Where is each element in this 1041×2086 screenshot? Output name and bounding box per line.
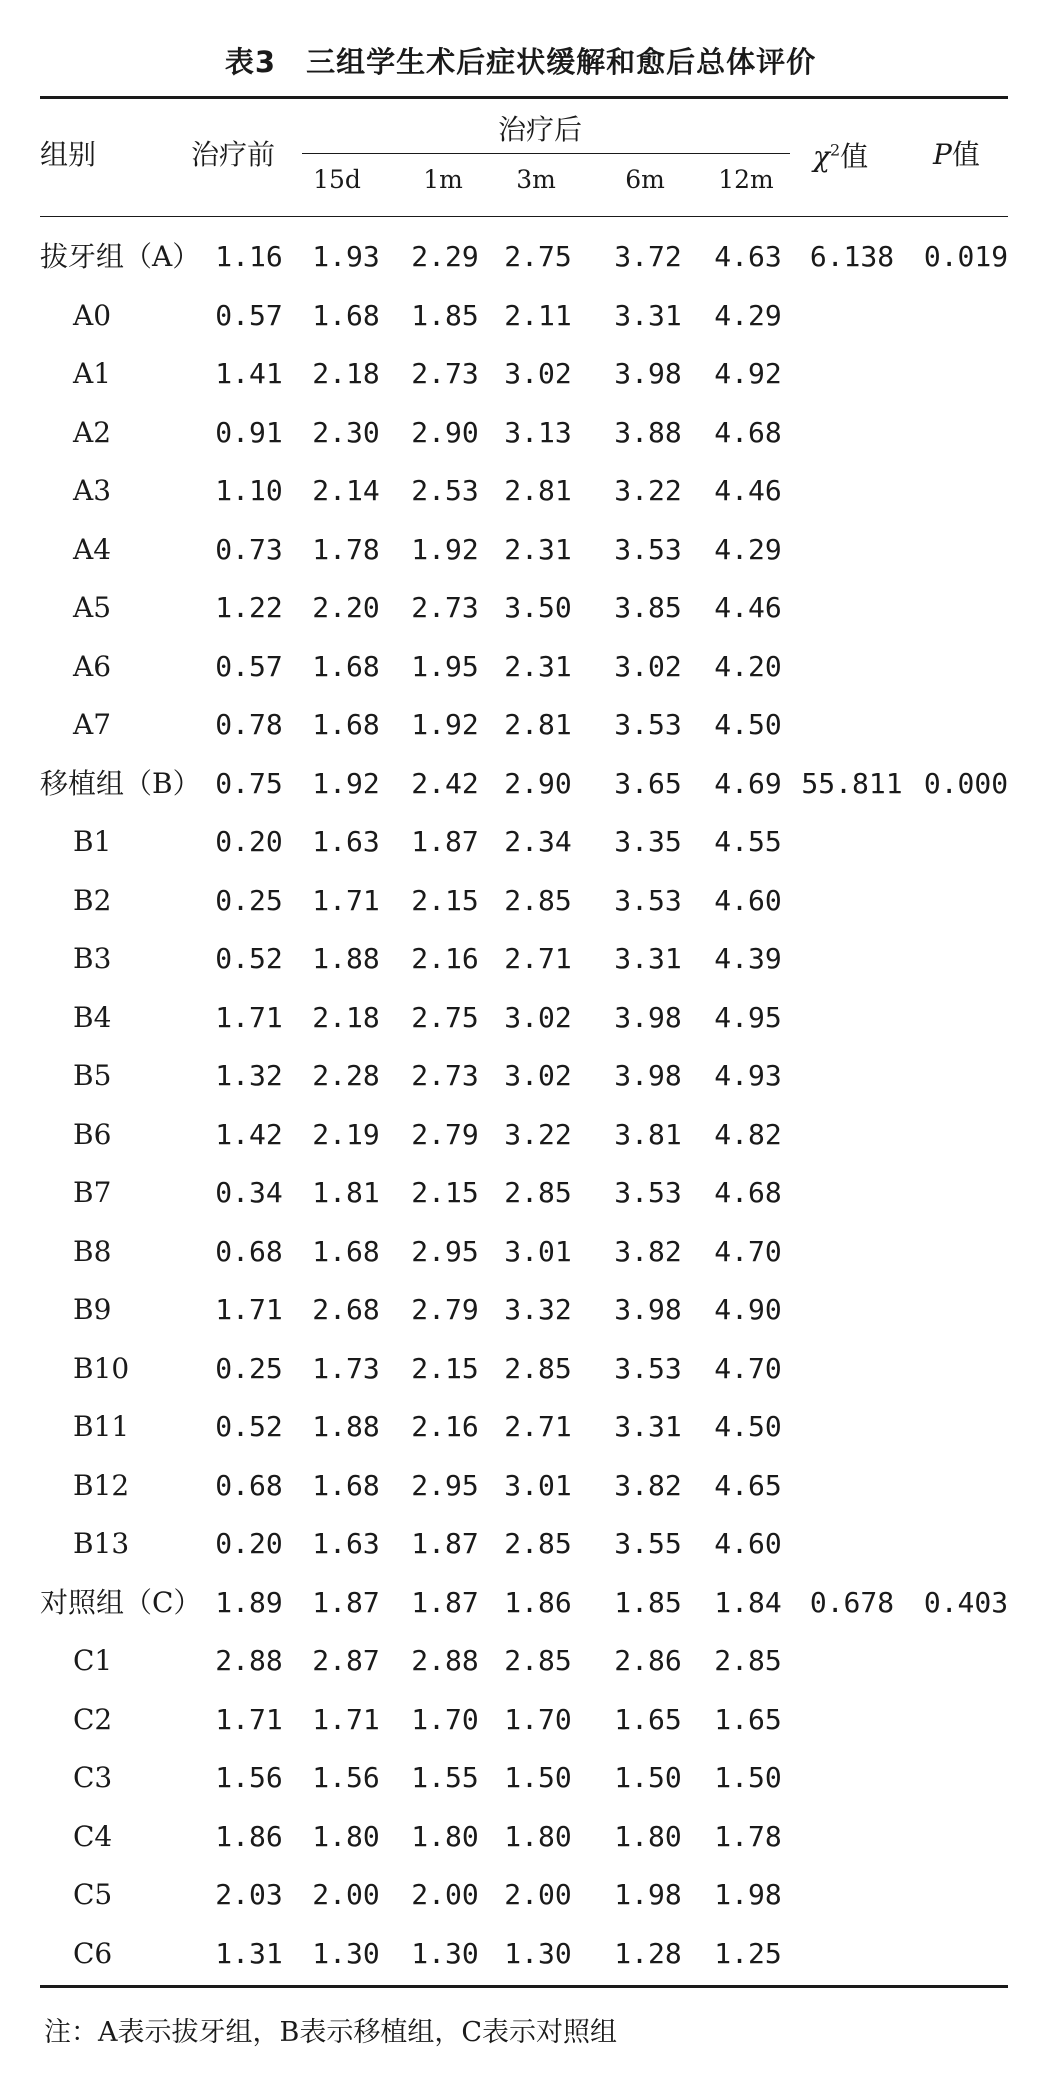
cell-chi-square: 55.811: [801, 766, 903, 800]
cell-after-12m: 1.65: [714, 1702, 782, 1736]
cell-before: 0.73: [215, 532, 283, 566]
header-sub-6m: 6m: [625, 165, 665, 194]
table-row: [0, 1340, 1041, 1399]
cell-before: 0.52: [215, 942, 283, 975]
cell-after-1m: 2.15: [411, 883, 479, 917]
cell-after-3m: 2.85: [504, 1176, 572, 1209]
cell-after-12m: 4.39: [714, 942, 782, 975]
row-label: 对照组（C）: [40, 1585, 202, 1619]
cell-after-15d: 2.87: [312, 1644, 380, 1677]
cell-after-3m: 3.50: [504, 591, 572, 624]
cell-after-15d: 1.71: [312, 1702, 380, 1736]
cell-before: 1.31: [215, 1936, 283, 1970]
row-label: A6: [73, 649, 112, 683]
table-row: [0, 1808, 1041, 1867]
cell-after-3m: 2.31: [504, 649, 572, 683]
row-label: B11: [73, 1410, 130, 1443]
header-sub-15d: 15d: [313, 165, 361, 194]
cell-after-6m: 3.98: [614, 357, 682, 390]
cell-after-12m: 4.60: [714, 1527, 782, 1560]
cell-after-15d: 1.81: [312, 1176, 380, 1209]
cell-after-12m: 4.95: [714, 1000, 782, 1034]
cell-after-12m: 4.46: [714, 591, 782, 624]
cell-after-1m: 2.75: [411, 1000, 479, 1034]
cell-after-12m: 4.20: [714, 649, 782, 683]
cell-after-6m: 3.53: [614, 532, 682, 566]
cell-after-12m: 4.70: [714, 1234, 782, 1268]
cell-after-3m: 3.32: [504, 1293, 572, 1326]
table-row: [0, 872, 1041, 931]
cell-after-3m: 1.30: [504, 1936, 572, 1970]
cell-p-value: 0.000: [923, 766, 1009, 800]
row-label: 移植组（B）: [40, 766, 201, 800]
cell-after-1m: 1.30: [411, 1936, 479, 1970]
row-label: C6: [73, 1936, 113, 1970]
cell-after-6m: 3.82: [614, 1468, 682, 1502]
cell-after-3m: 3.02: [504, 1000, 572, 1034]
row-label: B4: [73, 1000, 112, 1034]
cell-after-6m: 3.53: [614, 1176, 682, 1209]
header-sub-1m: 1m: [423, 165, 463, 194]
cell-after-3m: 3.01: [504, 1468, 572, 1502]
cell-after-6m: 3.98: [614, 1000, 682, 1034]
cell-after-6m: 3.53: [614, 1351, 682, 1385]
cell-after-1m: 2.95: [411, 1468, 479, 1502]
header-p-symbol: P: [933, 138, 952, 171]
row-label: A1: [73, 357, 112, 390]
cell-before: 0.75: [215, 766, 283, 800]
cell-p-value: 0.403: [923, 1585, 1009, 1619]
row-label: B5: [73, 1059, 112, 1092]
cell-after-12m: 4.63: [714, 240, 782, 273]
row-label: A5: [73, 591, 112, 624]
cell-after-6m: 1.50: [614, 1761, 682, 1794]
cell-after-15d: 1.78: [312, 532, 380, 566]
cell-after-12m: 4.93: [714, 1059, 782, 1092]
cell-after-15d: 2.28: [312, 1059, 380, 1092]
row-label: 拔牙组（A）: [40, 240, 201, 273]
cell-after-3m: 2.90: [504, 766, 572, 800]
cell-after-1m: 2.73: [411, 1059, 479, 1092]
cell-after-15d: 1.68: [312, 1234, 380, 1268]
row-label: B2: [73, 883, 112, 917]
header-p-suffix: 值: [951, 138, 980, 171]
table-row: [0, 345, 1041, 404]
row-label: B8: [73, 1234, 112, 1268]
table-row: [0, 287, 1041, 346]
cell-after-1m: 2.79: [411, 1117, 479, 1151]
cell-after-3m: 1.50: [504, 1761, 572, 1794]
cell-before: 0.25: [215, 1351, 283, 1385]
cell-after-1m: 1.92: [411, 708, 479, 741]
row-label: C1: [73, 1644, 113, 1677]
cell-before: 2.03: [215, 1878, 283, 1911]
cell-after-6m: 3.22: [614, 474, 682, 507]
cell-after-12m: 4.92: [714, 357, 782, 390]
cell-before: 0.25: [215, 883, 283, 917]
cell-before: 1.56: [215, 1761, 283, 1794]
cell-after-12m: 4.65: [714, 1468, 782, 1502]
cell-before: 0.78: [215, 708, 283, 741]
table-row: [0, 930, 1041, 989]
table-row: [0, 521, 1041, 580]
cell-after-1m: 2.90: [411, 415, 479, 449]
cell-after-12m: 4.46: [714, 474, 782, 507]
cell-after-3m: 2.00: [504, 1878, 572, 1911]
cell-before: 1.89: [215, 1585, 283, 1619]
cell-after-3m: 2.85: [504, 1644, 572, 1677]
table-row: [0, 1281, 1041, 1340]
cell-before: 1.71: [215, 1293, 283, 1326]
table-row: [0, 1164, 1041, 1223]
cell-after-1m: 2.29: [411, 240, 479, 273]
table-row: [0, 1866, 1041, 1925]
cell-before: 0.57: [215, 649, 283, 683]
cell-after-15d: 2.18: [312, 357, 380, 390]
table-row: [0, 813, 1041, 872]
cell-after-6m: 3.98: [614, 1059, 682, 1092]
cell-after-15d: 1.56: [312, 1761, 380, 1794]
row-label: A7: [73, 708, 112, 741]
cell-after-3m: 2.31: [504, 532, 572, 566]
cell-after-12m: 4.60: [714, 883, 782, 917]
cell-after-12m: 1.78: [714, 1819, 782, 1853]
row-label: B12: [73, 1468, 130, 1502]
cell-after-6m: 2.86: [614, 1644, 682, 1677]
cell-after-12m: 4.68: [714, 1176, 782, 1209]
cell-after-15d: 2.00: [312, 1878, 380, 1911]
cell-after-1m: 2.42: [411, 766, 479, 800]
cell-after-12m: 2.85: [714, 1644, 782, 1677]
cell-after-6m: 3.65: [614, 766, 682, 800]
table-row: [0, 462, 1041, 521]
cell-before: 1.41: [215, 357, 283, 390]
top-rule: [40, 96, 1008, 99]
row-label: A2: [73, 415, 112, 449]
cell-after-15d: 1.71: [312, 883, 380, 917]
cell-before: 0.68: [215, 1468, 283, 1502]
cell-after-1m: 1.85: [411, 298, 479, 332]
cell-after-12m: 4.82: [714, 1117, 782, 1151]
header-chi-sup: 2: [829, 140, 841, 160]
table-row: [0, 638, 1041, 697]
cell-after-12m: 4.29: [714, 532, 782, 566]
cell-after-3m: 2.85: [504, 1527, 572, 1560]
cell-after-15d: 2.19: [312, 1117, 380, 1151]
cell-after-15d: 2.30: [312, 415, 380, 449]
table-row: [0, 1457, 1041, 1516]
header-chi-suffix: 值: [840, 140, 869, 173]
cell-after-3m: 3.22: [504, 1117, 572, 1151]
cell-after-15d: 1.93: [312, 240, 380, 273]
cell-after-12m: 4.70: [714, 1351, 782, 1385]
cell-after-1m: 1.80: [411, 1819, 479, 1853]
row-label: B6: [73, 1117, 112, 1151]
cell-after-15d: 1.68: [312, 708, 380, 741]
table-row: [0, 1515, 1041, 1574]
cell-after-6m: 3.98: [614, 1293, 682, 1326]
cell-before: 0.91: [215, 415, 283, 449]
table-row: [0, 1691, 1041, 1750]
cell-after-15d: 1.63: [312, 825, 380, 858]
cell-after-15d: 2.18: [312, 1000, 380, 1034]
cell-p-value: 0.019: [923, 240, 1009, 273]
cell-after-3m: 2.81: [504, 708, 572, 741]
cell-after-15d: 1.68: [312, 1468, 380, 1502]
cell-after-6m: 3.53: [614, 883, 682, 917]
cell-after-1m: 2.73: [411, 357, 479, 390]
cell-before: 1.16: [215, 240, 283, 273]
cell-after-12m: 1.50: [714, 1761, 782, 1794]
cell-after-15d: 2.14: [312, 474, 380, 507]
cell-after-12m: 4.55: [714, 825, 782, 858]
cell-after-3m: 1.86: [504, 1585, 572, 1619]
cell-after-3m: 2.85: [504, 1351, 572, 1385]
cell-after-15d: 1.87: [312, 1585, 380, 1619]
header-after: 治疗后: [498, 113, 583, 146]
cell-after-1m: 2.88: [411, 1644, 479, 1677]
cell-after-6m: 1.85: [614, 1585, 682, 1619]
header-p: [933, 133, 980, 173]
cell-after-15d: 1.92: [312, 766, 380, 800]
cell-after-6m: 3.35: [614, 825, 682, 858]
cell-after-15d: 1.88: [312, 1410, 380, 1443]
cell-after-12m: 4.50: [714, 1410, 782, 1443]
header-before: 治疗前: [191, 138, 276, 171]
cell-after-1m: 2.15: [411, 1351, 479, 1385]
cell-after-1m: 2.16: [411, 1410, 479, 1443]
cell-before: 1.32: [215, 1059, 283, 1092]
cell-after-3m: 2.71: [504, 1410, 572, 1443]
cell-after-1m: 2.95: [411, 1234, 479, 1268]
cell-after-6m: 3.02: [614, 649, 682, 683]
row-label: C4: [73, 1819, 113, 1853]
cell-after-1m: 2.16: [411, 942, 479, 975]
cell-after-3m: 2.34: [504, 825, 572, 858]
header-group: 组别: [40, 138, 97, 171]
cell-before: 0.20: [215, 825, 283, 858]
cell-after-15d: 1.73: [312, 1351, 380, 1385]
row-label: C3: [73, 1761, 113, 1794]
cell-after-15d: 1.63: [312, 1527, 380, 1560]
cell-after-12m: 1.98: [714, 1878, 782, 1911]
cell-after-3m: 1.80: [504, 1819, 572, 1853]
cell-after-1m: 2.73: [411, 591, 479, 624]
cell-after-12m: 1.25: [714, 1936, 782, 1970]
header-chi-symbol: χ: [813, 140, 830, 173]
cell-after-15d: 1.30: [312, 1936, 380, 1970]
cell-after-3m: 3.13: [504, 415, 572, 449]
cell-after-6m: 3.31: [614, 298, 682, 332]
table-row: [0, 696, 1041, 755]
cell-before: 2.88: [215, 1644, 283, 1677]
table-title: 表3 三组学生术后症状缓解和愈后总体评价: [224, 45, 817, 79]
cell-after-6m: 3.82: [614, 1234, 682, 1268]
cell-after-1m: 2.79: [411, 1293, 479, 1326]
cell-after-3m: 3.01: [504, 1234, 572, 1268]
cell-after-6m: 1.65: [614, 1702, 682, 1736]
table-group-row: [0, 228, 1041, 287]
cell-after-12m: 4.69: [714, 766, 782, 800]
table-row: [0, 1632, 1041, 1691]
cell-before: 0.34: [215, 1176, 283, 1209]
cell-after-3m: 1.70: [504, 1702, 572, 1736]
row-label: B9: [73, 1293, 112, 1326]
cell-after-6m: 1.80: [614, 1819, 682, 1853]
cell-after-3m: 2.75: [504, 240, 572, 273]
row-label: C5: [73, 1878, 113, 1911]
cell-after-1m: 1.95: [411, 649, 479, 683]
cell-after-3m: 3.02: [504, 357, 572, 390]
cell-before: 1.71: [215, 1000, 283, 1034]
cell-after-6m: 3.31: [614, 1410, 682, 1443]
cell-after-1m: 1.87: [411, 1585, 479, 1619]
cell-after-6m: 1.98: [614, 1878, 682, 1911]
table-row: [0, 1223, 1041, 1282]
cell-before: 0.57: [215, 298, 283, 332]
row-label: B7: [73, 1176, 112, 1209]
footnote: 注：A表示拔牙组，B表示移植组，C表示对照组: [44, 2017, 617, 2048]
row-label: C2: [73, 1702, 113, 1736]
cell-after-3m: 2.11: [504, 298, 572, 332]
table-row: [0, 989, 1041, 1048]
row-label: A3: [73, 474, 112, 507]
cell-before: 0.68: [215, 1234, 283, 1268]
cell-after-3m: 3.02: [504, 1059, 572, 1092]
cell-before: 0.52: [215, 1410, 283, 1443]
cell-after-1m: 1.92: [411, 532, 479, 566]
cell-after-1m: 2.53: [411, 474, 479, 507]
cell-after-1m: 1.87: [411, 825, 479, 858]
cell-after-3m: 2.71: [504, 942, 572, 975]
cell-after-15d: 1.68: [312, 298, 380, 332]
table-body: [0, 228, 1041, 1983]
cell-after-12m: 4.90: [714, 1293, 782, 1326]
cell-after-3m: 2.85: [504, 883, 572, 917]
cell-before: 1.71: [215, 1702, 283, 1736]
cell-after-15d: 2.20: [312, 591, 380, 624]
cell-after-6m: 3.81: [614, 1117, 682, 1151]
cell-before: 0.20: [215, 1527, 283, 1560]
header-sub-12m: 12m: [718, 165, 774, 194]
cell-after-1m: 1.55: [411, 1761, 479, 1794]
cell-after-6m: 1.28: [614, 1936, 682, 1970]
cell-after-15d: 1.68: [312, 649, 380, 683]
cell-after-1m: 2.00: [411, 1878, 479, 1911]
cell-chi-square: 0.678: [809, 1585, 895, 1619]
table-row: [0, 1398, 1041, 1457]
cell-after-1m: 1.70: [411, 1702, 479, 1736]
row-label: A0: [73, 298, 112, 332]
table-group-row: [0, 755, 1041, 814]
bottom-rule: [40, 1985, 1008, 1988]
cell-after-12m: 4.68: [714, 415, 782, 449]
header-sub-3m: 3m: [516, 165, 556, 194]
table-row: [0, 1749, 1041, 1808]
cell-after-6m: 3.31: [614, 942, 682, 975]
cell-after-12m: 4.50: [714, 708, 782, 741]
cell-before: 1.22: [215, 591, 283, 624]
cell-after-15d: 2.68: [312, 1293, 380, 1326]
cell-after-15d: 1.88: [312, 942, 380, 975]
cell-after-6m: 3.55: [614, 1527, 682, 1560]
cell-after-1m: 2.15: [411, 1176, 479, 1209]
mid-rule: [40, 216, 1008, 217]
cell-after-6m: 3.85: [614, 591, 682, 624]
cell-before: 1.86: [215, 1819, 283, 1853]
cell-after-6m: 3.72: [614, 240, 682, 273]
cell-before: 1.10: [215, 474, 283, 507]
row-label: A4: [73, 532, 112, 566]
row-label: B13: [73, 1527, 130, 1560]
cell-after-12m: 1.84: [714, 1585, 782, 1619]
table-row: [0, 1925, 1041, 1984]
table-row: [0, 1047, 1041, 1106]
cell-chi-square: 6.138: [809, 240, 895, 273]
table-row: [0, 404, 1041, 463]
row-label: B10: [73, 1351, 130, 1385]
cell-after-6m: 3.88: [614, 415, 682, 449]
header-after-underline: [302, 153, 790, 154]
header-chi: [813, 135, 868, 175]
row-label: B3: [73, 942, 112, 975]
table-row: [0, 579, 1041, 638]
cell-after-6m: 3.53: [614, 708, 682, 741]
cell-before: 1.42: [215, 1117, 283, 1151]
cell-after-15d: 1.80: [312, 1819, 380, 1853]
cell-after-12m: 4.29: [714, 298, 782, 332]
table-group-row: [0, 1574, 1041, 1633]
cell-after-3m: 2.81: [504, 474, 572, 507]
table-row: [0, 1106, 1041, 1165]
cell-after-1m: 1.87: [411, 1527, 479, 1560]
row-label: B1: [73, 825, 112, 858]
